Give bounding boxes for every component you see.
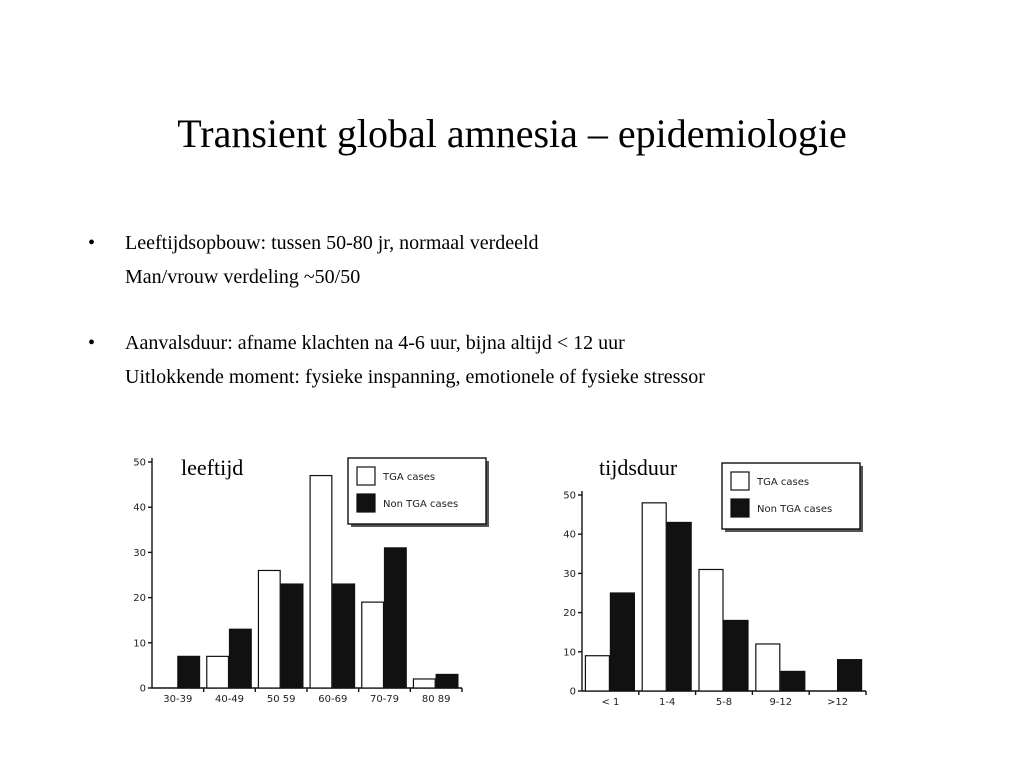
tga-bar-1 bbox=[207, 656, 229, 688]
age-histogram bbox=[126, 450, 496, 720]
non-tga-bar-5 bbox=[436, 674, 458, 688]
y-tick-label: 40 bbox=[563, 529, 576, 541]
y-tick-label: 10 bbox=[133, 638, 146, 650]
non-tga-bar-3 bbox=[333, 584, 355, 688]
non-tga-bar-1 bbox=[667, 522, 691, 691]
x-category-label: < 1 bbox=[601, 697, 620, 708]
x-category-label: 9-12 bbox=[769, 697, 793, 708]
slide-title: Transient global amnesia – epidemiologie bbox=[177, 111, 847, 156]
legend-swatch-tga bbox=[357, 467, 375, 485]
legend-swatch-non-tga bbox=[357, 494, 375, 512]
x-category-label: 1-4 bbox=[659, 697, 676, 708]
bullet-item-duration bbox=[88, 326, 988, 394]
non-tga-bar-4 bbox=[385, 548, 407, 688]
y-tick-label: 30 bbox=[133, 547, 146, 559]
tga-bar-0 bbox=[585, 656, 609, 691]
non-tga-bar-0 bbox=[178, 656, 200, 688]
bullet-list bbox=[88, 226, 988, 426]
y-tick-label: 50 bbox=[133, 457, 146, 469]
non-tga-bar-1 bbox=[230, 629, 252, 688]
tga-bar-2 bbox=[258, 570, 280, 688]
tga-bar-3 bbox=[310, 476, 332, 688]
non-tga-bar-2 bbox=[281, 584, 303, 688]
bullet-line: Man/vrouw verdeling ~50/50 bbox=[125, 266, 361, 288]
duration-histogram bbox=[560, 455, 880, 720]
y-tick-label: 0 bbox=[139, 683, 146, 695]
tga-bar-3 bbox=[756, 644, 780, 691]
bullet-symbol: • bbox=[88, 232, 96, 254]
x-category-label: 50 59 bbox=[266, 694, 296, 705]
x-category-label: >12 bbox=[827, 697, 849, 708]
bullet-item-age bbox=[88, 226, 988, 294]
legend-label-non-tga: Non TGA cases bbox=[757, 504, 833, 515]
y-tick-label: 0 bbox=[569, 686, 576, 698]
legend-label-non-tga: Non TGA cases bbox=[383, 499, 459, 510]
legend-swatch-non-tga bbox=[731, 499, 749, 517]
y-tick-label: 20 bbox=[563, 608, 576, 620]
y-tick-label: 30 bbox=[563, 568, 576, 580]
tga-bar-1 bbox=[642, 503, 666, 691]
y-tick-label: 40 bbox=[133, 502, 146, 514]
bullet-line: Aanvalsduur: afname klachten na 4-6 uur, bijna altijd < 12 uur bbox=[125, 332, 625, 354]
bullet-line: Uitlokkende moment: fysieke inspanning, emotionele of fysieke stressor bbox=[125, 366, 705, 388]
x-category-label: 60-69 bbox=[318, 694, 348, 705]
x-category-label: 30-39 bbox=[163, 694, 193, 705]
tga-bar-4 bbox=[362, 602, 384, 688]
tga-bar-2 bbox=[699, 569, 723, 691]
non-tga-bar-2 bbox=[724, 620, 748, 691]
legend-label-tga: TGA cases bbox=[383, 472, 436, 483]
legend-swatch-tga bbox=[731, 472, 749, 490]
bullet-symbol: • bbox=[88, 332, 96, 354]
x-category-label: 40-49 bbox=[214, 694, 245, 705]
non-tga-bar-0 bbox=[610, 593, 634, 691]
chart-label-duration: tijdsduur bbox=[599, 455, 678, 480]
non-tga-bar-3 bbox=[781, 671, 805, 691]
tga-bar-5 bbox=[413, 679, 435, 688]
x-category-label: 70-79 bbox=[369, 694, 400, 705]
chart-label-age: leeftijd bbox=[181, 455, 244, 480]
y-tick-label: 50 bbox=[563, 490, 576, 502]
x-category-label: 5-8 bbox=[715, 697, 733, 708]
y-tick-label: 10 bbox=[563, 647, 576, 659]
non-tga-bar-4 bbox=[838, 660, 862, 691]
x-category-label: 80 89 bbox=[421, 694, 451, 705]
legend-label-tga: TGA cases bbox=[757, 477, 810, 488]
y-tick-label: 20 bbox=[133, 593, 146, 605]
bullet-line: Leeftijdsopbouw: tussen 50-80 jr, normaal verdeeld bbox=[125, 232, 539, 254]
